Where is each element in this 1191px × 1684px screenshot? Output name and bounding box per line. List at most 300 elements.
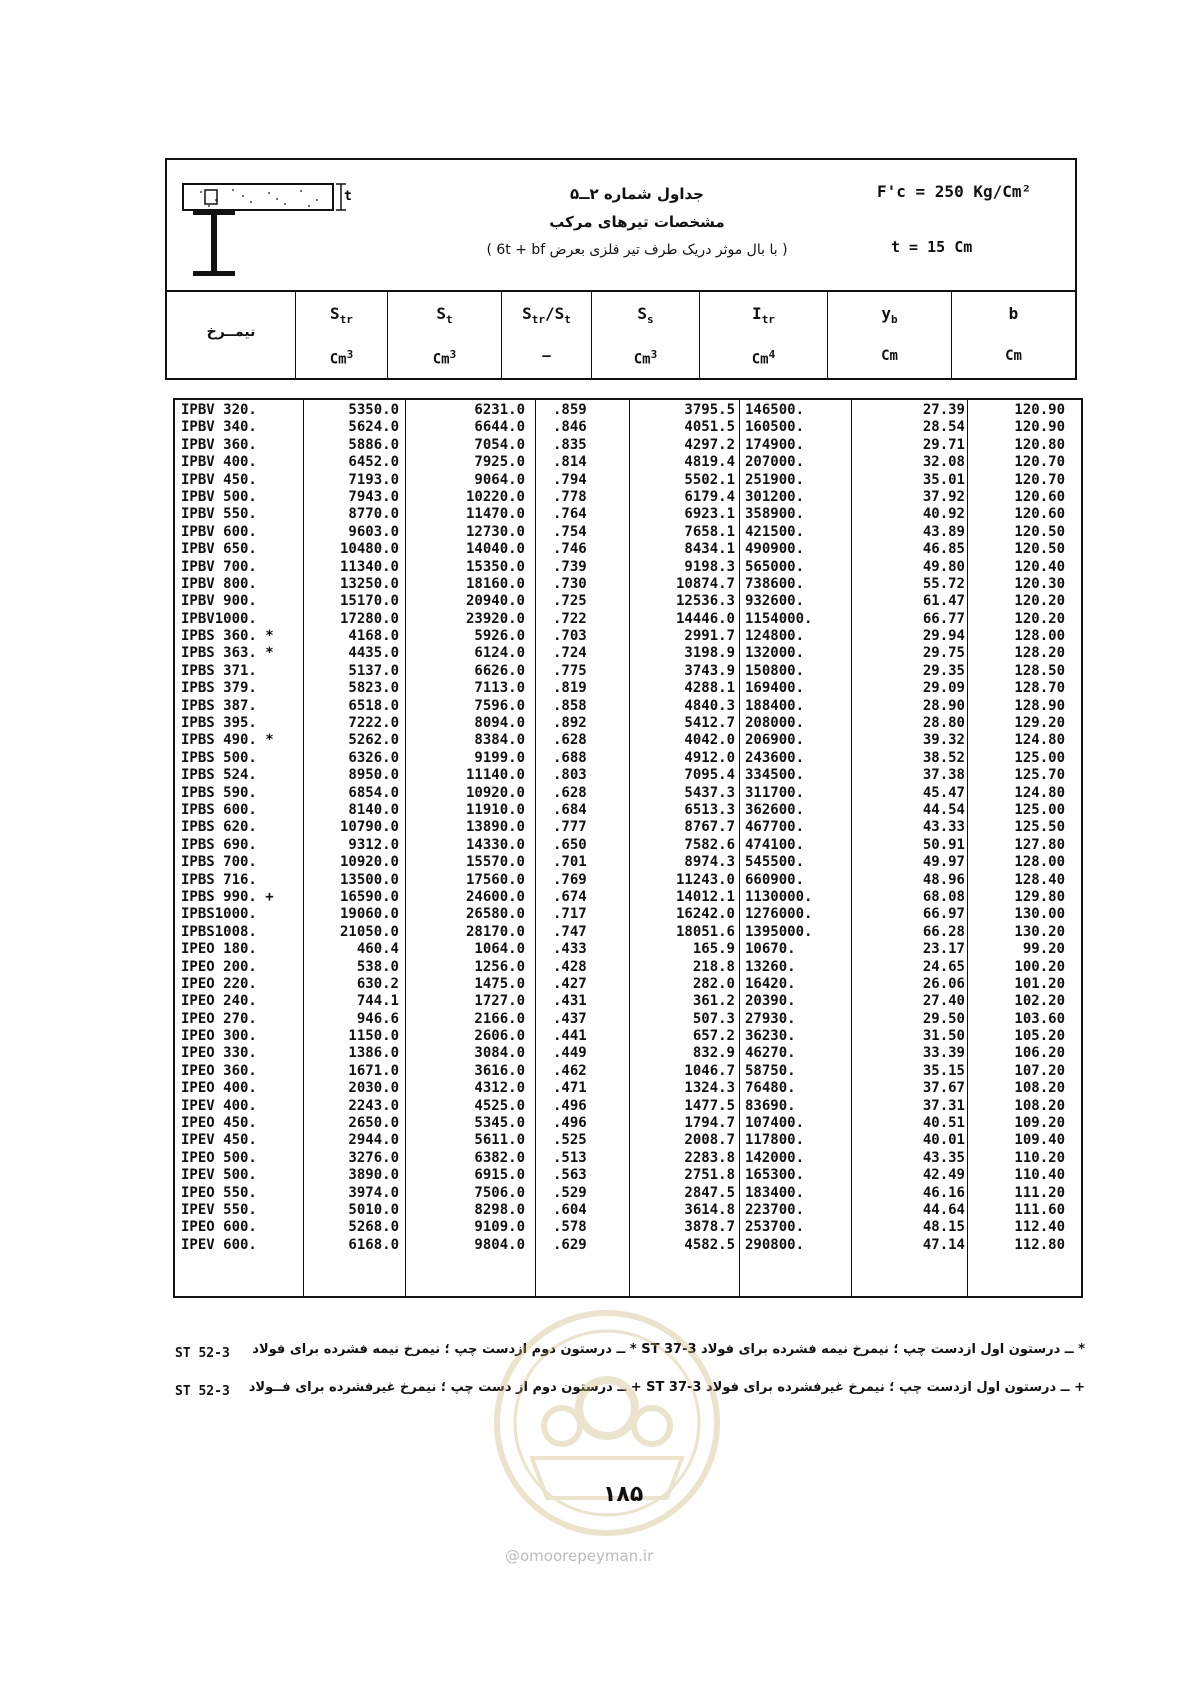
table-cell: 108.20 <box>1014 1097 1065 1114</box>
table-cell: 26580.0 <box>465 906 525 923</box>
table-cell: 744.1 <box>356 993 399 1010</box>
table-cell: 188400. <box>745 697 805 714</box>
table-cell: 5137.0 <box>348 662 399 679</box>
col-itr-sup: 4 <box>768 348 776 361</box>
table-cell: 3974.0 <box>348 1184 399 1201</box>
table-cell: 120.30 <box>1014 575 1065 592</box>
table-cell: 460.4 <box>356 941 399 958</box>
table-cell: 20940.0 <box>465 593 525 610</box>
table-cell: IPEO 400. <box>181 1080 257 1097</box>
col-ss-sub: s <box>647 313 654 327</box>
table-rows <box>175 402 1081 1254</box>
table-cell: IPBS 490. * <box>181 732 274 749</box>
table-cell: 1475.0 <box>474 975 525 992</box>
table-cell: 83690. <box>745 1097 796 1114</box>
table-cell: 6513.3 <box>684 801 735 818</box>
table-cell: 112.40 <box>1014 1219 1065 1236</box>
table-cell: 66.97 <box>922 906 965 923</box>
table-cell: 124800. <box>745 628 805 645</box>
table-cell: 6854.0 <box>348 784 399 801</box>
table-cell: 3198.9 <box>684 645 735 662</box>
table-cell: IPEO 200. <box>181 958 257 975</box>
col-ss-sup: 3 <box>650 348 658 361</box>
table-cell: 14012.1 <box>675 888 735 905</box>
table-cell: 5262.0 <box>348 732 399 749</box>
title-line-1: جداول شماره ۲ــ۵ <box>570 185 704 203</box>
table-cell: 125.50 <box>1014 819 1065 836</box>
table-cell: 109.40 <box>1014 1132 1065 1149</box>
table-cell: .892 <box>553 715 587 732</box>
table-cell: 2243.0 <box>348 1097 399 1114</box>
table-cell: .769 <box>553 871 587 888</box>
table-cell: 120.60 <box>1014 506 1065 523</box>
col-yb <box>827 290 951 378</box>
table-cell: 2606.0 <box>474 1028 525 1045</box>
table-cell: 545500. <box>745 854 805 871</box>
table-cell: IPBS 371. <box>181 662 257 679</box>
table-cell: 14040.0 <box>465 541 525 558</box>
table-cell: .754 <box>553 523 587 540</box>
table-cell: 218.8 <box>692 958 735 975</box>
table-cell: 6231.0 <box>474 402 525 418</box>
table-row <box>175 785 1081 802</box>
table-cell: .628 <box>553 732 587 749</box>
table-cell: 48.96 <box>922 871 965 888</box>
col-b <box>951 290 1075 378</box>
table-cell: 127.80 <box>1014 836 1065 853</box>
table-cell: 4051.5 <box>684 419 735 436</box>
table-cell: 9312.0 <box>348 836 399 853</box>
col-st-unit: Cm <box>432 351 450 368</box>
table-cell: 2751.8 <box>684 1167 735 1184</box>
table-cell: 8974.3 <box>684 854 735 871</box>
table-cell: 130.00 <box>1014 906 1065 923</box>
table-cell: 16242.0 <box>675 906 735 923</box>
table-cell: 38.52 <box>922 749 965 766</box>
table-cell: 251900. <box>745 471 805 488</box>
table-cell: .777 <box>553 819 587 836</box>
table-cell: 117800. <box>745 1132 805 1149</box>
table-cell: 132000. <box>745 645 805 662</box>
table-cell: 3614.8 <box>684 1201 735 1218</box>
table-cell: IPEV 400. <box>181 1097 257 1114</box>
table-cell: 13500.0 <box>339 871 399 888</box>
table-row <box>175 1150 1081 1167</box>
col-b-unit: Cm <box>1005 348 1022 364</box>
table-cell: 110.40 <box>1014 1167 1065 1184</box>
table-cell: 23920.0 <box>465 610 525 627</box>
table-cell: 58750. <box>745 1062 796 1079</box>
table-cell: IPEO 330. <box>181 1045 257 1062</box>
table-cell: 107.20 <box>1014 1062 1065 1079</box>
table-cell: 4288.1 <box>684 680 735 697</box>
table-cell: IPBV 450. <box>181 471 257 488</box>
col-itr-unit: Cm <box>751 351 769 368</box>
table-cell: 37.38 <box>922 767 965 784</box>
table-cell: 9109.0 <box>474 1219 525 1236</box>
table-cell: .778 <box>553 488 587 505</box>
table-cell: 11910.0 <box>465 801 525 818</box>
table-cell: 76480. <box>745 1080 796 1097</box>
table-cell: IPBV 500. <box>181 488 257 505</box>
table-cell: 107400. <box>745 1115 805 1132</box>
table-cell: 946.6 <box>356 1010 399 1027</box>
col-ratio-unit: — <box>542 348 551 364</box>
table-cell: 68.08 <box>922 888 965 905</box>
table-cell: 101.20 <box>1014 975 1065 992</box>
table-cell: 4042.0 <box>684 732 735 749</box>
table-cell: 21050.0 <box>339 923 399 940</box>
table-cell: 46270. <box>745 1045 796 1062</box>
table-row <box>175 1167 1081 1184</box>
title-area <box>167 160 1075 292</box>
table-cell: 125.70 <box>1014 767 1065 784</box>
table-row <box>175 854 1081 871</box>
table-header-box <box>165 158 1077 380</box>
col-ratio-sub: tr <box>531 313 545 327</box>
table-cell: 43.33 <box>922 819 965 836</box>
table-cell: 1671.0 <box>348 1062 399 1079</box>
table-cell: 11340.0 <box>339 558 399 575</box>
table-cell: 7095.4 <box>684 767 735 784</box>
table-cell: 66.77 <box>922 610 965 627</box>
table-cell: 23.17 <box>922 941 965 958</box>
table-cell: IPBV 360. <box>181 436 257 453</box>
col-b-sym: b <box>1008 304 1019 323</box>
col-ratio-sym: S <box>522 304 532 323</box>
table-cell: IPBS 690. <box>181 836 257 853</box>
table-cell: 128.00 <box>1014 854 1065 871</box>
table-cell: 124.80 <box>1014 732 1065 749</box>
table-cell: 27.39 <box>922 402 965 418</box>
footnote-2-steel: ST 52-3 <box>175 1384 230 1399</box>
table-cell: .739 <box>553 558 587 575</box>
table-cell: 49.80 <box>922 558 965 575</box>
table-cell: 6168.0 <box>348 1236 399 1253</box>
table-cell: IPEO 600. <box>181 1219 257 1236</box>
table-cell: 169400. <box>745 680 805 697</box>
table-cell: 29.09 <box>922 680 965 697</box>
table-cell: IPBS1000. <box>181 906 257 923</box>
column-headers <box>167 290 1075 378</box>
table-cell: 120.90 <box>1014 419 1065 436</box>
table-cell: 1276000. <box>745 906 813 923</box>
table-cell: 37.31 <box>922 1097 965 1114</box>
table-cell: 48.15 <box>922 1219 965 1236</box>
table-row <box>175 489 1081 506</box>
table-cell: 6382.0 <box>474 1149 525 1166</box>
table-row <box>175 437 1081 454</box>
table-cell: IPBS 620. <box>181 819 257 836</box>
table-cell: 16590.0 <box>339 888 399 905</box>
table-cell: 108.20 <box>1014 1080 1065 1097</box>
table-cell: 11243.0 <box>675 871 735 888</box>
table-cell: 8770.0 <box>348 506 399 523</box>
col-ratio-sub2: t <box>564 313 571 327</box>
table-cell: IPEV 500. <box>181 1167 257 1184</box>
table-row <box>175 1219 1081 1236</box>
table-cell: .814 <box>553 454 587 471</box>
table-cell: IPEV 600. <box>181 1236 257 1253</box>
table-cell: 4168.0 <box>348 628 399 645</box>
table-row <box>175 402 1081 419</box>
table-row <box>175 628 1081 645</box>
table-cell: 7596.0 <box>474 697 525 714</box>
table-cell: IPEO 220. <box>181 975 257 992</box>
table-cell: 208000. <box>745 715 805 732</box>
table-cell: 9198.3 <box>684 558 735 575</box>
table-cell: 120.80 <box>1014 436 1065 453</box>
table-cell: 43.35 <box>922 1149 965 1166</box>
table-cell: .525 <box>553 1132 587 1149</box>
watermark-site: @omoorepeyman.ir <box>505 1547 654 1565</box>
table-cell: 111.60 <box>1014 1201 1065 1218</box>
table-cell: 2030.0 <box>348 1080 399 1097</box>
table-cell: 46.85 <box>922 541 965 558</box>
table-cell: 128.20 <box>1014 645 1065 662</box>
table-cell: 5886.0 <box>348 436 399 453</box>
table-row <box>175 872 1081 889</box>
table-cell: .722 <box>553 610 587 627</box>
table-cell: 2944.0 <box>348 1132 399 1149</box>
table-cell: 362600. <box>745 801 805 818</box>
table-cell: 35.15 <box>922 1062 965 1079</box>
table-cell: 301200. <box>745 488 805 505</box>
table-cell: 3878.7 <box>684 1219 735 1236</box>
table-cell: 2650.0 <box>348 1115 399 1132</box>
table-cell: .650 <box>553 836 587 853</box>
table-row <box>175 976 1081 993</box>
table-cell: 3743.9 <box>684 662 735 679</box>
table-cell: IPBV 320. <box>181 402 257 418</box>
table-row <box>175 506 1081 523</box>
table-cell: 4582.5 <box>684 1236 735 1253</box>
table-cell: 2991.7 <box>684 628 735 645</box>
table-cell: 61.47 <box>922 593 965 610</box>
table-cell: .747 <box>553 923 587 940</box>
composite-beam-diagram-icon <box>181 178 351 282</box>
table-cell: .529 <box>553 1184 587 1201</box>
table-cell: 120.90 <box>1014 402 1065 418</box>
table-cell: 8094.0 <box>474 715 525 732</box>
table-cell: 12536.3 <box>675 593 735 610</box>
table-cell: 657.2 <box>692 1028 735 1045</box>
col-str-sup: 3 <box>346 348 354 361</box>
table-cell: 24.65 <box>922 958 965 975</box>
table-cell: 7943.0 <box>348 488 399 505</box>
table-cell: 4525.0 <box>474 1097 525 1114</box>
table-cell: 125.00 <box>1014 749 1065 766</box>
table-row <box>175 993 1081 1010</box>
table-cell: .846 <box>553 419 587 436</box>
table-cell: 146500. <box>745 402 805 418</box>
table-cell: 2008.7 <box>684 1132 735 1149</box>
table-cell: IPBV 400. <box>181 454 257 471</box>
table-cell: 10480.0 <box>339 541 399 558</box>
table-cell: .513 <box>553 1149 587 1166</box>
table-row <box>175 419 1081 436</box>
table-cell: 29.71 <box>922 436 965 453</box>
table-cell: 17560.0 <box>465 871 525 888</box>
table-cell: 1727.0 <box>474 993 525 1010</box>
table-cell: 36230. <box>745 1028 796 1045</box>
table-row <box>175 593 1081 610</box>
table-cell: 35.01 <box>922 471 965 488</box>
table-row <box>175 906 1081 923</box>
table-cell: 110.20 <box>1014 1149 1065 1166</box>
table-cell: 105.20 <box>1014 1028 1065 1045</box>
table-cell: .764 <box>553 506 587 523</box>
table-cell: 40.51 <box>922 1115 965 1132</box>
table-cell: 8140.0 <box>348 801 399 818</box>
table-cell: 1064.0 <box>474 941 525 958</box>
table-cell: 507.3 <box>692 1010 735 1027</box>
table-cell: 5010.0 <box>348 1201 399 1218</box>
col-yb-unit: Cm <box>881 348 898 364</box>
table-cell: 7925.0 <box>474 454 525 471</box>
table-cell: 42.49 <box>922 1167 965 1184</box>
table-cell: 45.47 <box>922 784 965 801</box>
table-cell: .819 <box>553 680 587 697</box>
table-cell: .674 <box>553 888 587 905</box>
table-cell: .725 <box>553 593 587 610</box>
table-cell: IPBS 395. <box>181 715 257 732</box>
table-cell: 43.89 <box>922 523 965 540</box>
table-row <box>175 524 1081 541</box>
table-cell: 5437.3 <box>684 784 735 801</box>
col-itr <box>699 290 827 378</box>
table-cell: 150800. <box>745 662 805 679</box>
table-cell: 100.20 <box>1014 958 1065 975</box>
table-cell: 106.20 <box>1014 1045 1065 1062</box>
table-cell: .730 <box>553 575 587 592</box>
table-row <box>175 576 1081 593</box>
table-cell: 9064.0 <box>474 471 525 488</box>
table-cell: 206900. <box>745 732 805 749</box>
table-row <box>175 663 1081 680</box>
table-cell: 9804.0 <box>474 1236 525 1253</box>
table-cell: 19060.0 <box>339 906 399 923</box>
table-cell: IPBV 550. <box>181 506 257 523</box>
table-cell: 474100. <box>745 836 805 853</box>
table-cell: 37.92 <box>922 488 965 505</box>
table-cell: 17280.0 <box>339 610 399 627</box>
table-cell: 738600. <box>745 575 805 592</box>
table-cell: IPBV 700. <box>181 558 257 575</box>
table-cell: .428 <box>553 958 587 975</box>
table-cell: 3084.0 <box>474 1045 525 1062</box>
table-title <box>467 180 807 264</box>
table-cell: 1794.7 <box>684 1115 735 1132</box>
table-cell: 47.14 <box>922 1236 965 1253</box>
table-cell: IPBS 379. <box>181 680 257 697</box>
table-cell: 6923.1 <box>684 506 735 523</box>
table-cell: .794 <box>553 471 587 488</box>
table-cell: 66.28 <box>922 923 965 940</box>
table-cell: IPEV 550. <box>181 1201 257 1218</box>
table-cell: 14330.0 <box>465 836 525 853</box>
table-cell: 3890.0 <box>348 1167 399 1184</box>
table-row <box>175 559 1081 576</box>
table-cell: IPBV 600. <box>181 523 257 540</box>
table-cell: 44.54 <box>922 801 965 818</box>
table-cell: 6644.0 <box>474 419 525 436</box>
table-cell: IPBV 340. <box>181 419 257 436</box>
table-cell: IPEO 360. <box>181 1062 257 1079</box>
table-cell: 24600.0 <box>465 888 525 905</box>
table-row <box>175 819 1081 836</box>
table-cell: 15570.0 <box>465 854 525 871</box>
data-table <box>173 398 1083 1298</box>
table-cell: .717 <box>553 906 587 923</box>
table-cell: 49.97 <box>922 854 965 871</box>
table-row <box>175 750 1081 767</box>
table-cell: 5926.0 <box>474 628 525 645</box>
table-cell: 28.54 <box>922 419 965 436</box>
table-cell: 5502.1 <box>684 471 735 488</box>
table-cell: 102.20 <box>1014 993 1065 1010</box>
table-cell: 165300. <box>745 1167 805 1184</box>
table-cell: 50.91 <box>922 836 965 853</box>
table-cell: 1324.3 <box>684 1080 735 1097</box>
table-cell: 5350.0 <box>348 402 399 418</box>
table-cell: 7054.0 <box>474 436 525 453</box>
table-cell: 8384.0 <box>474 732 525 749</box>
table-cell: 31.50 <box>922 1028 965 1045</box>
table-cell: IPBV 900. <box>181 593 257 610</box>
table-row <box>175 732 1081 749</box>
table-row <box>175 1115 1081 1132</box>
table-row <box>175 1098 1081 1115</box>
table-cell: 129.80 <box>1014 888 1065 905</box>
table-row <box>175 767 1081 784</box>
table-cell: 243600. <box>745 749 805 766</box>
table-cell: 128.70 <box>1014 680 1065 697</box>
table-row <box>175 645 1081 662</box>
table-cell: IPBS 700. <box>181 854 257 871</box>
table-cell: 29.35 <box>922 662 965 679</box>
table-cell: 128.00 <box>1014 628 1065 645</box>
table-cell: 2283.8 <box>684 1149 735 1166</box>
table-cell: IPEO 300. <box>181 1028 257 1045</box>
col-ss-sym: S <box>637 304 647 323</box>
table-cell: 7113.0 <box>474 680 525 697</box>
table-cell: .629 <box>553 1236 587 1253</box>
table-cell: 1477.5 <box>684 1097 735 1114</box>
table-cell: 6179.4 <box>684 488 735 505</box>
col-yb-sym: y <box>881 304 891 323</box>
table-cell: 183400. <box>745 1184 805 1201</box>
table-cell: .431 <box>553 993 587 1010</box>
concrete-strength: F'c = 250 Kg/Cm² <box>877 182 1032 201</box>
table-cell: 6124.0 <box>474 645 525 662</box>
table-row <box>175 1028 1081 1045</box>
table-cell: IPBS 500. <box>181 749 257 766</box>
table-cell: 7658.1 <box>684 523 735 540</box>
col-str-sym: S <box>330 304 340 323</box>
table-cell: 4312.0 <box>474 1080 525 1097</box>
table-row <box>175 889 1081 906</box>
svg-text:t: t <box>344 189 352 204</box>
table-cell: 8298.0 <box>474 1201 525 1218</box>
table-cell: IPBV1000. <box>181 610 257 627</box>
table-cell: .859 <box>553 402 587 418</box>
table-cell: 5412.7 <box>684 715 735 732</box>
table-cell: 14446.0 <box>675 610 735 627</box>
table-row <box>175 1011 1081 1028</box>
table-cell: 174900. <box>745 436 805 453</box>
table-cell: 7193.0 <box>348 471 399 488</box>
